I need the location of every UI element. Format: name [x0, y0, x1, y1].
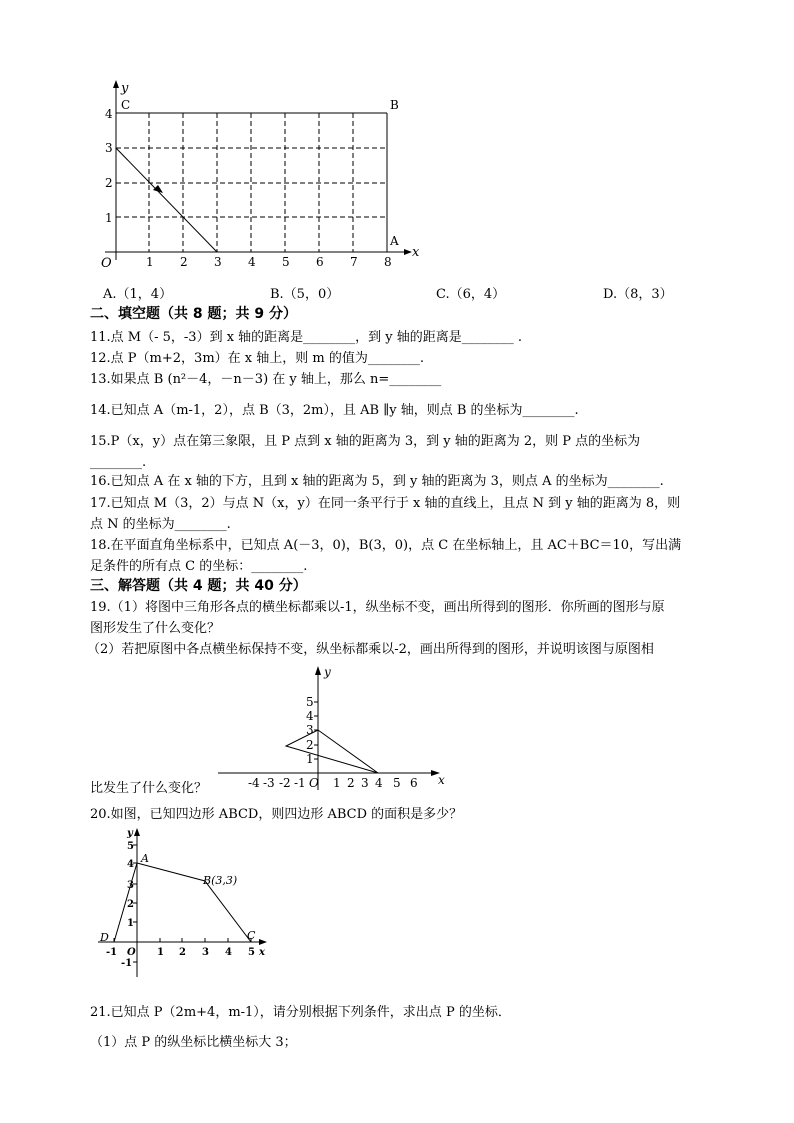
question-19-2: （2）若把原图中各点横坐标保持不变，纵坐标都乘以-2，画出所得到的图形，并说明该图与原图相: [87, 642, 654, 657]
question-16: 16.已知点 A 在 x 轴的下方，且到 x 轴的距离为 5，到 y 轴的距离为 3，则点 A 的坐标为________.: [90, 474, 664, 489]
fig2-x-tick: 6: [410, 776, 418, 790]
question-19-1-cont: 图形发生了什么变化？: [90, 621, 221, 636]
fig3-x-label: x: [259, 947, 265, 958]
fig2-y-tick: 3: [306, 723, 314, 737]
fig1-y-tick: 4: [105, 107, 113, 121]
fig1-y-label: y: [121, 81, 129, 96]
fig2-y-tick: 5: [306, 695, 314, 709]
fig1-x-tick: 7: [350, 255, 358, 269]
fig2-y-tick: 2: [306, 738, 314, 752]
question-18-cont: 足条件的所有点 C 的坐标：________.: [90, 559, 308, 574]
fig2-x-label: x: [438, 773, 445, 787]
section-3-title: 三、解答题（共 4 题；共 40 分）: [90, 578, 307, 594]
question-13: 13.如果点 B (n²－4，－n－3) 在 y 轴上，那么 n=________: [90, 372, 442, 387]
fig3-y-tick: 5: [127, 841, 134, 852]
fig2-y-tick: 1: [306, 752, 314, 766]
fig3-y-tick: 1: [127, 918, 134, 929]
question-15: 15.P（x，y）点在第三象限，且 P 点到 x 轴的距离为 3，到 y 轴的距离为 2，则 P 点的坐标为: [90, 434, 641, 449]
fig3-x-tick: 5: [248, 947, 255, 958]
fig1-origin: O: [101, 256, 112, 271]
fig2-y-tick: 4: [306, 709, 314, 723]
fig1-x-tick: 2: [180, 255, 188, 269]
fig3-y-tick: 4: [127, 859, 134, 870]
fig1-x-tick: 3: [214, 255, 222, 269]
fig1-x-label: x: [412, 245, 420, 260]
fig2-x-tick: 5: [393, 776, 401, 790]
choice-a: A.（1，4）: [103, 287, 173, 302]
fig3-x-tick: -1: [106, 947, 118, 958]
fig1-x-tick: 5: [282, 255, 290, 269]
fig3-label-b: B(3,3): [203, 874, 238, 887]
fig3-origin: O: [127, 947, 136, 958]
fig3-x-tick: 2: [179, 947, 186, 958]
fig3-x-tick: 4: [225, 947, 232, 958]
question-11: 11.点 M（- 5，-3）到 x 轴的距离是________，到 y 轴的距离是________ .: [90, 330, 523, 345]
fig1-label-a: A: [390, 234, 399, 248]
question-17: 17.已知点 M（3，2）与点 N（x，y）在同一条平行于 x 轴的直线上，且点 N 到 y 轴的距离为 8，则: [90, 496, 681, 511]
fig3-label-a: A: [141, 852, 149, 865]
fig1-y-tick: 1: [105, 211, 113, 225]
fig3-y-tick: 3: [127, 880, 134, 891]
choice-d: D.（8，3）: [603, 287, 673, 302]
choice-c: C.（6，4）: [436, 287, 506, 302]
question-20: 20.如图，已知四边形 ABCD，则四边形 ABCD 的面积是多少？: [90, 807, 463, 822]
question-15-cont: ________.: [90, 455, 147, 470]
fig3-label-d: D: [100, 931, 109, 944]
fig1-label-b: B: [390, 98, 399, 112]
question-14: 14.已知点 A（m-1，2），点 B（3，2m），且 AB ∥y 轴，则点 B 的坐标为________.: [90, 403, 579, 418]
fig2-x-tick: O: [309, 776, 319, 790]
fig1-y-tick: 3: [105, 141, 113, 155]
fig2-x-tick: 1: [333, 776, 341, 790]
section-2-title: 二、填空题（共 8 题；共 9 分）: [90, 306, 297, 322]
question-17-cont: 点 N 的坐标为________.: [90, 517, 231, 532]
choice-b: B.（5，0）: [270, 287, 340, 302]
question-19-2-cont: 比发生了什么变化？: [90, 781, 208, 796]
fig3-x-tick: 3: [202, 947, 209, 958]
question-21: 21.已知点 P（2m+4，m-1），请分别根据下列条件，求出点 P 的坐标．: [90, 1005, 511, 1020]
fig2-x-tick: -2: [279, 776, 291, 790]
question-21-part-1: （1）点 P 的纵坐标比横坐标大 3；: [90, 1035, 297, 1050]
fig2-x-tick: 2: [347, 776, 355, 790]
fig3-y-label: y: [127, 828, 133, 839]
fig2-x-tick: -3: [263, 776, 275, 790]
fig3-label-c: C: [247, 929, 256, 942]
fig2-x-tick: -4: [248, 776, 260, 790]
question-19-1: 19.（1）将图中三角形各点的横坐标都乘以-1，纵坐标不变，画出所得到的图形．你所画的图形与原: [90, 600, 665, 615]
question-12: 12.点 P（m+2，3m）在 x 轴上，则 m 的值为________.: [90, 351, 424, 366]
question-18: 18.在平面直角坐标系中，已知点 A(－3，0)，B(3，0)，点 C 在坐标轴上，且 AC＋BC＝10，写出满: [90, 538, 682, 553]
fig3-x-tick: 1: [157, 947, 164, 958]
fig2-x-tick: 4: [375, 776, 383, 790]
fig2-x-tick: 3: [361, 776, 369, 790]
fig3-y-tick: 2: [127, 899, 134, 910]
fig1-x-tick: 4: [248, 255, 256, 269]
fig1-x-tick: 1: [146, 255, 154, 269]
fig3-y-tick: -1: [121, 958, 133, 969]
fig2-y-label: y: [324, 665, 331, 679]
fig1-x-tick: 6: [316, 255, 324, 269]
fig2-x-tick: -1: [294, 776, 306, 790]
fig1-x-tick: 8: [384, 255, 392, 269]
fig1-label-c: C: [121, 98, 131, 112]
fig1-y-tick: 2: [105, 176, 113, 190]
